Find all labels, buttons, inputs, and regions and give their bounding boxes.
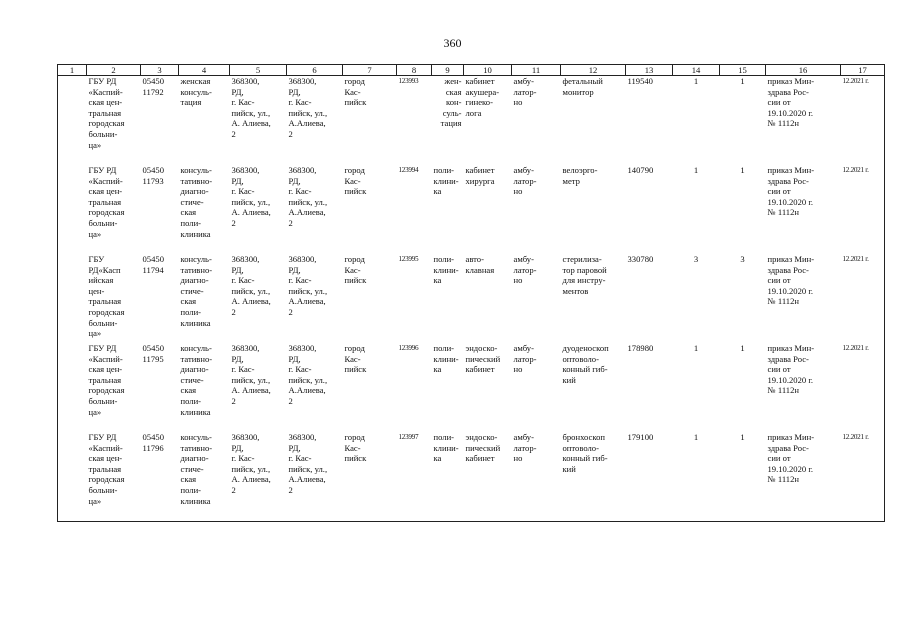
- col-header: 17: [841, 65, 885, 76]
- cell-date: 12.2021 г.: [841, 432, 885, 522]
- cell-care-form: амбу- латор- но: [513, 76, 537, 108]
- cell-unit-type: поли- клини- ка: [432, 432, 464, 522]
- cell-unit-type: жен- ская кон- суль- тация: [440, 76, 462, 129]
- cell-address: 368300, РД, г. Кас- пийск, ул., А. Алиева, 2: [231, 343, 271, 406]
- cell-quantity: 3: [740, 254, 745, 264]
- cell-quantity: 1: [740, 76, 745, 86]
- cell-equipment-code: 330780: [627, 254, 654, 264]
- cell-locality: город Кас- пийск: [343, 432, 397, 522]
- cell-row-number: [58, 343, 87, 432]
- cell-equipment: фетальный монитор: [562, 76, 603, 97]
- col-header: 1: [58, 65, 87, 76]
- cell-date: 12.2021 г.: [841, 254, 885, 343]
- cell-room: кабинет хирурга: [465, 165, 495, 186]
- cell-address-actual: 368300, РД, г. Кас- пийск, ул., А.Алиева, 2: [287, 432, 343, 522]
- col-header: 12: [561, 65, 626, 76]
- cell-quantity-required: 1: [693, 343, 699, 353]
- cell-subdivision: консуль- тативно- диагно- стиче- ская поли- клиника: [179, 432, 230, 522]
- table-row: [58, 254, 885, 343]
- cell-equipment-code: 119540: [627, 76, 653, 86]
- cell-room: кабинет акушера- гинеко- лога: [465, 76, 500, 118]
- cell-subdivision: женская консуль- тация: [180, 76, 212, 108]
- cell-address-actual: 368300, РД, г. Кас- пийск, ул., А.Алиева, 2: [288, 165, 328, 228]
- cell-code: 05450 11792: [142, 76, 164, 97]
- cell-date: 12.2021 г.: [841, 343, 885, 432]
- cell-unit-type: поли- клини- ка: [433, 343, 459, 375]
- cell-quantity-required: 1: [693, 165, 699, 175]
- cell-address: 368300, РД, г. Кас- пийск, ул., А. Алиева, 2: [231, 254, 271, 317]
- cell-organization: ГБУ РД «Каспий- ская цен- тральная городская больни- ца»: [87, 432, 141, 522]
- table-row: [58, 343, 885, 432]
- col-header: 15: [720, 65, 766, 76]
- cell-address: 368300, РД, г. Кас- пийск, ул., А. Алиева, 2: [231, 76, 271, 139]
- cell-address-actual: 368300, РД, г. Кас- пийск, ул., А.Алиева, 2: [288, 254, 328, 317]
- col-header: 13: [626, 65, 673, 76]
- cell-locality: город Кас- пийск: [344, 343, 367, 375]
- cell-id: 123993: [398, 77, 419, 85]
- cell-organization: ГБУ РД «Каспий- ская цен- тральная городская больни- ца»: [88, 165, 125, 239]
- cell-address: 368300, РД, г. Кас- пийск, ул., А. Алиева, 2: [230, 432, 287, 522]
- cell-unit-type: поли- клини- ка: [433, 254, 459, 286]
- table-row: [58, 76, 885, 166]
- cell-id: 123995: [398, 255, 419, 263]
- header-row: [58, 65, 885, 76]
- cell-equipment: стерилиза- тор паровой для инстру- ментов: [562, 254, 607, 296]
- cell-equipment-code: 179100: [626, 432, 673, 522]
- cell-order: приказ Мин- здрава Рос- сии от 19.10.2020 г. № 1112н: [767, 165, 815, 218]
- cell-equipment-code: 140790: [627, 165, 654, 175]
- col-header: 11: [512, 65, 561, 76]
- cell-organization: ГБУ РД «Каспий- ская цен- тральная городская больни- ца»: [88, 76, 125, 150]
- cell-id: 123996: [398, 344, 419, 352]
- cell-code: 05450 11795: [142, 343, 164, 364]
- cell-unit-type: поли- клини- ка: [433, 165, 459, 197]
- cell-room: эндоско- пический кабинет: [464, 432, 512, 522]
- cell-equipment-code: 178980: [627, 343, 654, 353]
- col-header: 16: [766, 65, 841, 76]
- cell-subdivision: консуль- тативно- диагно- стиче- ская поли- клиника: [180, 165, 213, 239]
- equipment-table: [57, 64, 885, 522]
- cell-equipment: дуоденоскоп оптоволо- конный гиб- кий: [562, 343, 609, 385]
- cell-locality: город Кас- пийск: [344, 254, 367, 286]
- cell-address-actual: 368300, РД, г. Кас- пийск, ул., А.Алиева, 2: [288, 343, 328, 406]
- cell-address: 368300, РД, г. Кас- пийск, ул., А. Алиева, 2: [231, 165, 271, 228]
- cell-date: 12.2021 г.: [841, 76, 885, 166]
- cell-order: приказ Мин- здрава Рос- сии от 19.10.2020 г. № 1112н: [767, 76, 815, 129]
- cell-order: приказ Мин- здрава Рос- сии от 19.10.2020 г. № 1112н: [766, 432, 841, 522]
- cell-equipment: велоэрго- метр: [562, 165, 598, 186]
- cell-quantity: 1: [740, 343, 745, 353]
- cell-care-form: амбу- латор- но: [513, 254, 537, 286]
- cell-id: 123997: [397, 432, 432, 522]
- cell-quantity-required: 1: [693, 76, 699, 86]
- cell-quantity-required: 1: [673, 432, 720, 522]
- cell-subdivision: консуль- тативно- диагно- стиче- ская поли- клиника: [180, 254, 213, 328]
- cell-date: 12.2021 г.: [841, 165, 885, 254]
- cell-locality: город Кас- пийск: [344, 165, 367, 197]
- cell-row-number: [58, 254, 87, 343]
- col-header: 6: [287, 65, 343, 76]
- cell-room: авто- клавная: [465, 254, 495, 275]
- col-header: 8: [397, 65, 432, 76]
- page-number: 360: [443, 36, 462, 50]
- col-header: 14: [673, 65, 720, 76]
- cell-quantity: 1: [740, 165, 745, 175]
- cell-row-number: [58, 432, 87, 522]
- cell-code: 05450 11793: [142, 165, 164, 186]
- cell-code: 05450 11796: [141, 432, 179, 522]
- table-row: [58, 432, 885, 522]
- col-header: 3: [141, 65, 179, 76]
- cell-quantity: 1: [720, 432, 766, 522]
- table-row: [58, 165, 885, 254]
- cell-equipment: бронхоскоп оптоволо- конный гиб- кий: [561, 432, 626, 522]
- cell-code: 05450 11794: [142, 254, 164, 275]
- col-header: 9: [432, 65, 464, 76]
- cell-organization: ГБУ РД«Касп ийская цен- тральная городская больни- ца»: [88, 254, 125, 339]
- col-header: 10: [464, 65, 512, 76]
- cell-care-form: амбу- латор- но: [512, 432, 561, 522]
- col-header: 2: [87, 65, 141, 76]
- col-header: 7: [343, 65, 397, 76]
- cell-order: приказ Мин- здрава Рос- сии от 19.10.2020 г. № 1112н: [767, 254, 815, 307]
- cell-row-number: [58, 165, 87, 254]
- cell-organization: ГБУ РД «Каспий- ская цен- тральная городская больни- ца»: [88, 343, 125, 417]
- cell-row-number: [58, 76, 87, 166]
- cell-quantity-required: 3: [693, 254, 699, 264]
- cell-order: приказ Мин- здрава Рос- сии от 19.10.2020 г. № 1112н: [767, 343, 815, 396]
- cell-care-form: амбу- латор- но: [513, 165, 537, 197]
- col-header: 4: [179, 65, 230, 76]
- cell-id: 123994: [398, 166, 419, 174]
- cell-subdivision: консуль- тативно- диагно- стиче- ская поли- клиника: [180, 343, 213, 417]
- cell-address-actual: 368300, РД, г. Кас- пийск, ул., А.Алиева, 2: [288, 76, 328, 139]
- cell-room: эндоско- пический кабинет: [465, 343, 501, 375]
- cell-locality: город Кас- пийск: [344, 76, 367, 108]
- cell-care-form: амбу- латор- но: [513, 343, 537, 375]
- col-header: 5: [230, 65, 287, 76]
